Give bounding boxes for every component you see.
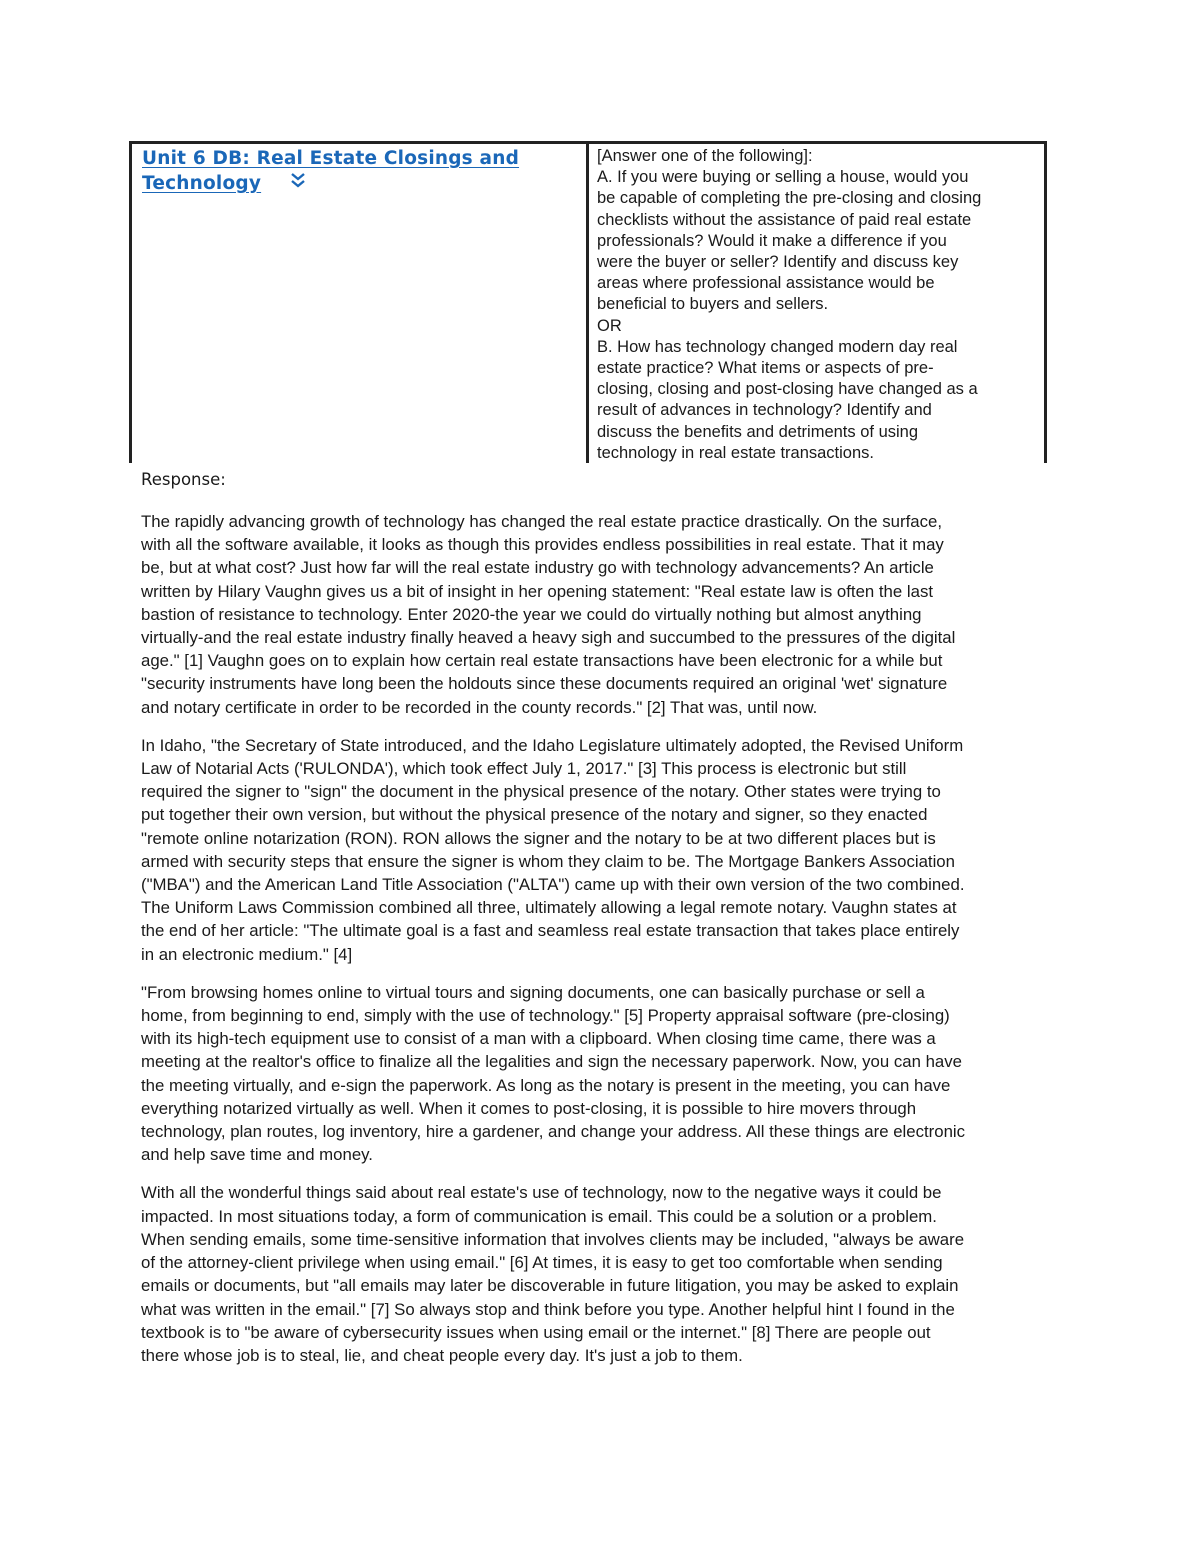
paragraph-line: and notary certificate in order to be recorded in the county records." [2] That was, until now.	[141, 697, 818, 717]
prompt-line: OR	[597, 316, 622, 335]
response-label: Response:	[141, 470, 226, 489]
prompt-line: be capable of completing the pre-closing and closing	[597, 189, 982, 208]
paragraph-line: Law of Notarial Acts ('RULONDA'), which took effect July 1, 2017." [3] This process is electronic but still	[141, 759, 907, 779]
prompt-title-cell	[132, 144, 589, 463]
prompt-line: were the buyer or seller? Identify and discuss key	[597, 253, 959, 272]
paragraph-line: "security instruments have long been the holdouts since these documents required an original 'wet' signature	[141, 674, 948, 694]
paragraph-line: the meeting virtually, and e-sign the paperwork. As long as the notary is present in the meeting, you can have	[141, 1075, 951, 1095]
paragraph-line: meeting at the realtor's office to finalize all the legalities and sign the necessary paperwork. Now, you can have	[141, 1052, 962, 1072]
prompt-line: estate practice? What items or aspects of pre-	[597, 359, 934, 378]
paragraph-line: everything notarized virtually as well. When it comes to post-closing, it is possible to hire movers through	[141, 1098, 917, 1118]
prompt-line: result of advances in technology? Identify and	[597, 401, 932, 420]
unit-title-link-line2[interactable]: Technology	[142, 173, 262, 194]
prompt-question-cell	[589, 144, 1044, 463]
paragraph-line: impacted. In most situations today, a form of communication is email. This could be a solution or a problem.	[141, 1206, 937, 1226]
paragraph-line: and help save time and money.	[141, 1145, 373, 1165]
paragraph-line: there whose job is to steal, lie, and cheat people every day. It's just a job to them.	[141, 1345, 743, 1365]
prompt-line: discuss the benefits and detriments of using	[597, 422, 919, 441]
response-body	[141, 510, 1071, 1382]
paragraph-line: be, but at what cost? Just how far will the real estate industry go with technology advancements? An article	[141, 558, 934, 578]
paragraph-line: textbook is to "be aware of cybersecurity issues when using email or the internet." [8] There are people out	[141, 1322, 931, 1342]
paragraph-line: When sending emails, some time-sensitive information that involves clients may be included, "always be aware	[141, 1229, 965, 1249]
paragraph-line: The rapidly advancing growth of technology has changed the real estate practice drastically. On the surface,	[141, 512, 942, 531]
paragraph-line: technology, plan routes, log inventory, hire a gardener, and change your address. All these things are electronic	[141, 1122, 966, 1142]
prompt-line: areas where professional assistance would be	[597, 274, 935, 293]
paragraph-2	[141, 734, 1071, 966]
paragraph-line: age." [1] Vaughn goes on to explain how certain real estate transactions have been electronic for a while but	[141, 651, 943, 671]
paragraph-line: with its high-tech equipment use to consist of a man with a clipboard. When closing time came, there was a	[141, 1029, 936, 1049]
prompt-line: [Answer one of the following]:	[597, 147, 813, 165]
paragraph-line: emails or documents, but "all emails may later be discoverable in future litigation, you may be asked to explain	[141, 1276, 959, 1296]
double-chevron-down-icon[interactable]	[290, 171, 306, 194]
paragraph-line: with all the software available, it looks as though this provides endless possibilities in real estate. That it may	[141, 535, 944, 555]
paragraph-line: virtually-and the real estate industry finally heaved a heavy sigh and succumbed to the pressures of the digital	[141, 628, 956, 648]
paragraph-line: "remote online notarization (RON). RON allows the signer and the notary to be at two different places but is	[141, 828, 936, 848]
paragraph-4	[141, 1181, 1071, 1367]
prompt-line: A. If you were buying or selling a house, would you	[597, 168, 969, 187]
prompt-line: closing, closing and post-closing have changed as a	[597, 380, 978, 399]
paragraph-line: In Idaho, "the Secretary of State introduced, and the Idaho Legislature ultimately adopted, the Revised Uniform	[141, 735, 964, 755]
paragraph-line: armed with security steps that ensure the signer is whom they claim to be. The Mortgage Bankers Association	[141, 851, 955, 871]
prompt-table	[129, 141, 1047, 463]
paragraph-line: The Uniform Laws Commission combined all three, ultimately allowing a legal remote notary. Vaughn states at	[141, 898, 957, 918]
paragraph-line: "From browsing homes online to virtual tours and signing documents, one can basically purchase or sell a	[141, 982, 925, 1002]
paragraph-line: required the signer to "sign" the document in the physical presence of the notary. Other states were trying to	[141, 782, 941, 802]
prompt-line: checklists without the assistance of paid real estate	[597, 210, 972, 229]
paragraph-line: what was written in the email." [7] So always stop and think before you type. Another helpful hint I found in the	[141, 1299, 955, 1319]
paragraph-1	[141, 510, 1071, 719]
unit-title-link[interactable]: Unit 6 DB: Real Estate Closings and	[142, 148, 520, 169]
paragraph-line: home, from beginning to end, simply with the use of technology." [5] Property appraisal software (pre-closing)	[141, 1006, 950, 1026]
prompt-line: B. How has technology changed modern day real	[597, 337, 958, 356]
paragraph-line: bastion of resistance to technology. Enter 2020-the year we could do virtually nothing but almost anything	[141, 604, 922, 624]
prompt-line: professionals? Would it make a difference if you	[597, 231, 947, 250]
paragraph-line: put together their own version, but without the physical presence of the notary and signer, so they enacted	[141, 805, 928, 825]
prompt-line: technology in real estate transactions.	[597, 443, 874, 462]
paragraph-3	[141, 981, 1071, 1167]
paragraph-line: written by Hilary Vaughn gives us a bit of insight in her opening statement: "Real estate law is often the last	[141, 581, 933, 601]
paragraph-line: ("MBA") and the American Land Title Association ("ALTA") came up with their own version of the two combined.	[141, 875, 965, 895]
paragraph-line: With all the wonderful things said about real estate's use of technology, now to the negative ways it could be	[141, 1183, 942, 1203]
paragraph-line: the end of her article: "The ultimate goal is a fast and seamless real estate transaction that takes place entirely	[141, 921, 960, 941]
paragraph-line: of the attorney-client privilege when using email." [6] At times, it is easy to get too comfortable when sending	[141, 1253, 943, 1273]
paragraph-line: in an electronic medium." [4]	[141, 944, 353, 964]
prompt-line: beneficial to buyers and sellers.	[597, 295, 829, 314]
